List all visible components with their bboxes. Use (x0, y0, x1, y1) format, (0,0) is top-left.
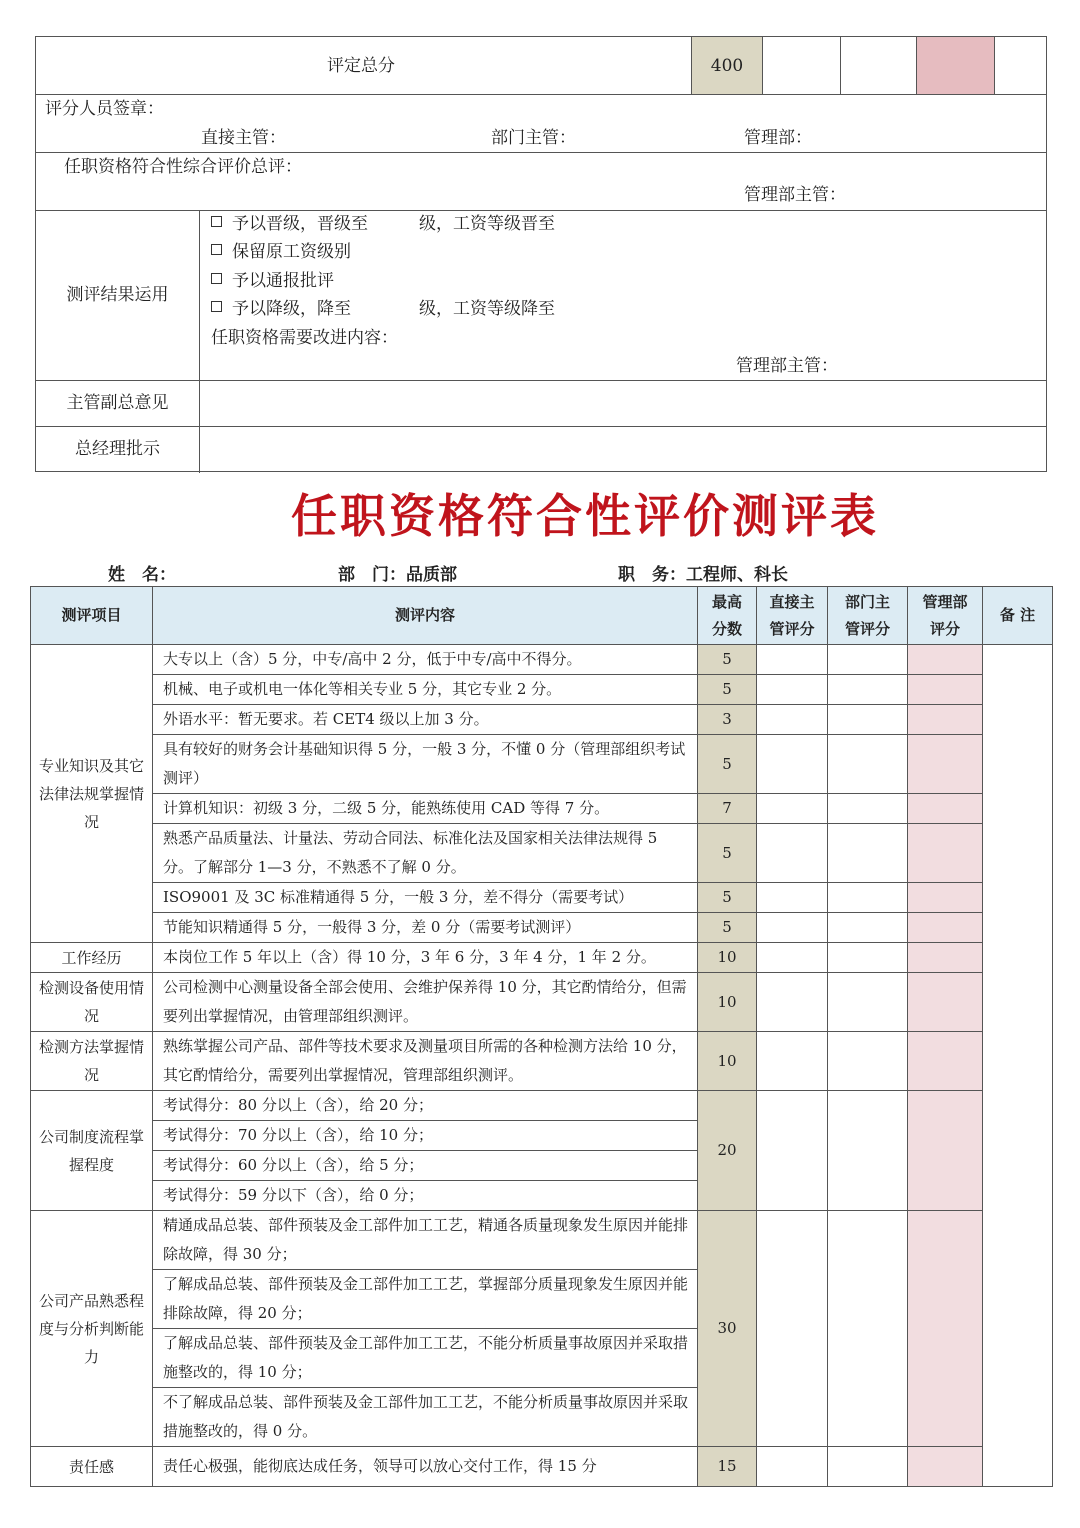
management-dept-label: 管理部： (744, 128, 812, 148)
score-cell: 5 (698, 913, 757, 943)
content-cell: 考试得分：80 分以上（含），给 20 分； (153, 1091, 698, 1121)
content-cell: 熟练掌握公司产品、部件等技术要求及测量项目所需的各种检测方法给 10 分，其它酌情给分，需要列出掌握情况，管理部组织测评。 (153, 1032, 698, 1091)
total-score-value: 400 (710, 56, 744, 76)
col-dept: 部门主 管评分 (828, 587, 908, 645)
item-cell: 专业知识及其它法律法规掌握情况 (31, 645, 153, 943)
direct-score-input[interactable] (757, 1091, 828, 1211)
dept-score-input[interactable] (828, 735, 908, 794)
table-row (31, 675, 1053, 705)
page-title: 任职资格符合性评价测评表 (291, 489, 879, 543)
direct-score-input[interactable] (757, 824, 828, 883)
total-score-label: 评定总分 (327, 56, 395, 76)
direct-score-input[interactable] (757, 883, 828, 913)
mgmt-score-input[interactable] (908, 883, 983, 913)
item-cell: 责任感 (31, 1447, 153, 1487)
item-cell: 检测设备使用情况 (31, 973, 153, 1032)
score-cell: 15 (698, 1447, 757, 1487)
table-row (31, 973, 1053, 1032)
table-row (31, 1447, 1053, 1487)
score-cell: 5 (698, 645, 757, 675)
divider (762, 37, 763, 94)
summary-block (35, 36, 1047, 472)
divider (36, 426, 1046, 427)
dept-score-input[interactable] (828, 645, 908, 675)
content-cell: 外语水平：暂无要求。若 CET4 级以上加 3 分。 (153, 705, 698, 735)
position-field: 职 务：工程师、科长 (618, 565, 788, 585)
dept-score-input[interactable] (828, 1032, 908, 1091)
content-cell: 大专以上（含）5 分，中专/高中 2 分，低于中专/高中不得分。 (153, 645, 698, 675)
direct-score-input[interactable] (757, 1032, 828, 1091)
content-cell: 机械、电子或机电一体化等相关专业 5 分，其它专业 2 分。 (153, 675, 698, 705)
item-cell: 公司产品熟悉程度与分析判断能力 (31, 1211, 153, 1447)
score-cell: 20 (698, 1091, 757, 1211)
direct-supervisor-label: 直接主管： (201, 128, 286, 148)
dept-score-input[interactable] (828, 675, 908, 705)
table-row (31, 943, 1053, 973)
score-cell: 5 (698, 824, 757, 883)
table-row (31, 824, 1053, 883)
mgmt-score-input[interactable] (908, 794, 983, 824)
mgmt-score-input[interactable] (908, 973, 983, 1032)
option-demote: 予以降级，降至 级，工资等级降至 (211, 299, 555, 319)
content-cell: 节能知识精通得 5 分，一般得 3 分，差 0 分（需要考试测评） (153, 913, 698, 943)
dept-score-input[interactable] (828, 913, 908, 943)
name-field: 姓 名： (108, 565, 176, 585)
remark-cell[interactable] (983, 645, 1053, 1487)
management-head-label: 管理部主管： (744, 185, 846, 205)
col-item: 测评项目 (31, 587, 153, 645)
signature-label: 评分人员签章： (45, 99, 164, 119)
dept-score-input[interactable] (828, 824, 908, 883)
table-row (31, 1091, 1053, 1121)
dept-score-input[interactable] (828, 1211, 908, 1447)
divider (36, 94, 1046, 95)
table-row (31, 1211, 1053, 1270)
dept-score-input[interactable] (828, 943, 908, 973)
mgmt-score-input[interactable] (908, 943, 983, 973)
dept-score-input[interactable] (828, 705, 908, 735)
divider (199, 210, 200, 473)
content-cell: 计算机知识：初级 3 分，二级 5 分，能熟练使用 CAD 等得 7 分。 (153, 794, 698, 824)
content-cell: ISO9001 及 3C 标准精通得 5 分，一般 3 分，差不得分（需要考试） (153, 883, 698, 913)
mgmt-score-input[interactable] (908, 1447, 983, 1487)
direct-score-input[interactable] (757, 794, 828, 824)
direct-score-input[interactable] (757, 1447, 828, 1487)
option-keep: 保留原工资级别 (211, 242, 351, 262)
option-criticize: 予以通报批评 (211, 271, 334, 291)
col-remark: 备 注 (983, 587, 1053, 645)
divider (840, 37, 841, 94)
content-cell: 考试得分：70 分以上（含），给 10 分； (153, 1121, 698, 1151)
score-cell: 10 (698, 1032, 757, 1091)
management-head-label-2: 管理部主管： (736, 356, 838, 376)
dept-score-input[interactable] (828, 973, 908, 1032)
dept-score-input[interactable] (828, 794, 908, 824)
table-row (31, 913, 1053, 943)
score-cell: 10 (698, 943, 757, 973)
mgmt-score-cell (917, 37, 994, 94)
direct-score-input[interactable] (757, 1211, 828, 1447)
checkbox-icon[interactable] (211, 216, 222, 227)
table-row (31, 794, 1053, 824)
mgmt-score-input[interactable] (908, 645, 983, 675)
mgmt-score-input[interactable] (908, 1032, 983, 1091)
score-cell: 10 (698, 973, 757, 1032)
direct-score-input[interactable] (757, 675, 828, 705)
score-cell: 7 (698, 794, 757, 824)
mgmt-score-input[interactable] (908, 1211, 983, 1447)
col-mgmt: 管理部 评分 (908, 587, 983, 645)
divider (36, 380, 1046, 381)
direct-score-input[interactable] (757, 645, 828, 675)
col-direct: 直接主 管评分 (757, 587, 828, 645)
content-cell: 本岗位工作 5 年以上（含）得 10 分，3 年 6 分，3 年 4 分，1 年 2 分。 (153, 943, 698, 973)
score-cell: 5 (698, 735, 757, 794)
content-cell: 精通成品总装、部件预装及金工部件加工工艺，精通各质量现象发生原因并能排除故障，得 30 分； (153, 1211, 698, 1270)
direct-score-input[interactable] (757, 735, 828, 794)
dept-supervisor-label: 部门主管： (491, 128, 576, 148)
item-cell: 公司制度流程掌握程度 (31, 1091, 153, 1211)
dept-score-input[interactable] (828, 883, 908, 913)
mgmt-score-input[interactable] (908, 675, 983, 705)
divider (36, 210, 1046, 211)
table-row (31, 1032, 1053, 1091)
mgmt-score-input[interactable] (908, 824, 983, 883)
option-promote: 予以晋级，晋级至 级，工资等级晋至 (211, 214, 555, 234)
content-cell: 公司检测中心测量设备全部会使用、会维护保养得 10 分，其它酌情给分，但需要列出掌握情况，由管理部组织测评。 (153, 973, 698, 1032)
direct-score-input[interactable] (757, 943, 828, 973)
score-cell: 3 (698, 705, 757, 735)
content-cell: 了解成品总装、部件预装及金工部件加工工艺，掌握部分质量现象发生原因并能排除故障，得 20 分； (153, 1270, 698, 1329)
content-cell: 不了解成品总装、部件预装及金工部件加工工艺，不能分析质量事故原因并采取措施整改的，得 0 分。 (153, 1388, 698, 1447)
table-row (31, 735, 1053, 794)
content-cell: 具有较好的财务会计基础知识得 5 分，一般 3 分，不懂 0 分（管理部组织考试测评） (153, 735, 698, 794)
content-cell: 考试得分：60 分以上（含），给 5 分； (153, 1151, 698, 1181)
direct-score-input[interactable] (757, 705, 828, 735)
gm-approval-label: 总经理批示 (75, 439, 160, 459)
checkbox-icon[interactable] (211, 273, 222, 284)
content-cell: 考试得分：59 分以下（含），给 0 分； (153, 1181, 698, 1211)
dept-score-input[interactable] (828, 1091, 908, 1211)
mgmt-score-input[interactable] (908, 1091, 983, 1211)
table-row (31, 705, 1053, 735)
dept-field: 部 门：品质部 (338, 565, 457, 585)
checkbox-icon[interactable] (211, 301, 222, 312)
evaluation-table (30, 586, 1053, 1487)
col-content: 测评内容 (153, 587, 698, 645)
content-cell: 熟悉产品质量法、计量法、劳动合同法、标准化法及国家相关法律法规得 5 分。了解部分 1—3 分，不熟悉不了解 0 分。 (153, 824, 698, 883)
score-cell: 5 (698, 883, 757, 913)
result-usage-label: 测评结果运用 (66, 285, 169, 305)
divider (36, 152, 1046, 153)
table-row (31, 645, 1053, 675)
mgmt-score-input[interactable] (908, 705, 983, 735)
item-cell: 检测方法掌握情况 (31, 1032, 153, 1091)
item-cell: 工作经历 (31, 943, 153, 973)
overall-eval-label: 任职资格符合性综合评价总评： (64, 157, 302, 177)
checkbox-icon[interactable] (211, 244, 222, 255)
score-cell: 5 (698, 675, 757, 705)
score-cell: 30 (698, 1211, 757, 1447)
divider (994, 37, 995, 94)
content-cell: 了解成品总装、部件预装及金工部件加工工艺，不能分析质量事故原因并采取措施整改的，得 10 分； (153, 1329, 698, 1388)
mgmt-score-input[interactable] (908, 735, 983, 794)
improve-label: 任职资格需要改进内容： (211, 328, 398, 348)
dept-score-input[interactable] (828, 1447, 908, 1487)
vp-opinion-label: 主管副总意见 (66, 393, 169, 413)
direct-score-input[interactable] (757, 913, 828, 943)
col-max-score: 最高 分数 (698, 587, 757, 645)
table-header (31, 587, 1053, 645)
content-cell: 责任心极强，能彻底达成任务，领导可以放心交付工作，得 15 分 (153, 1447, 698, 1487)
direct-score-input[interactable] (757, 973, 828, 1032)
mgmt-score-input[interactable] (908, 913, 983, 943)
table-row (31, 883, 1053, 913)
